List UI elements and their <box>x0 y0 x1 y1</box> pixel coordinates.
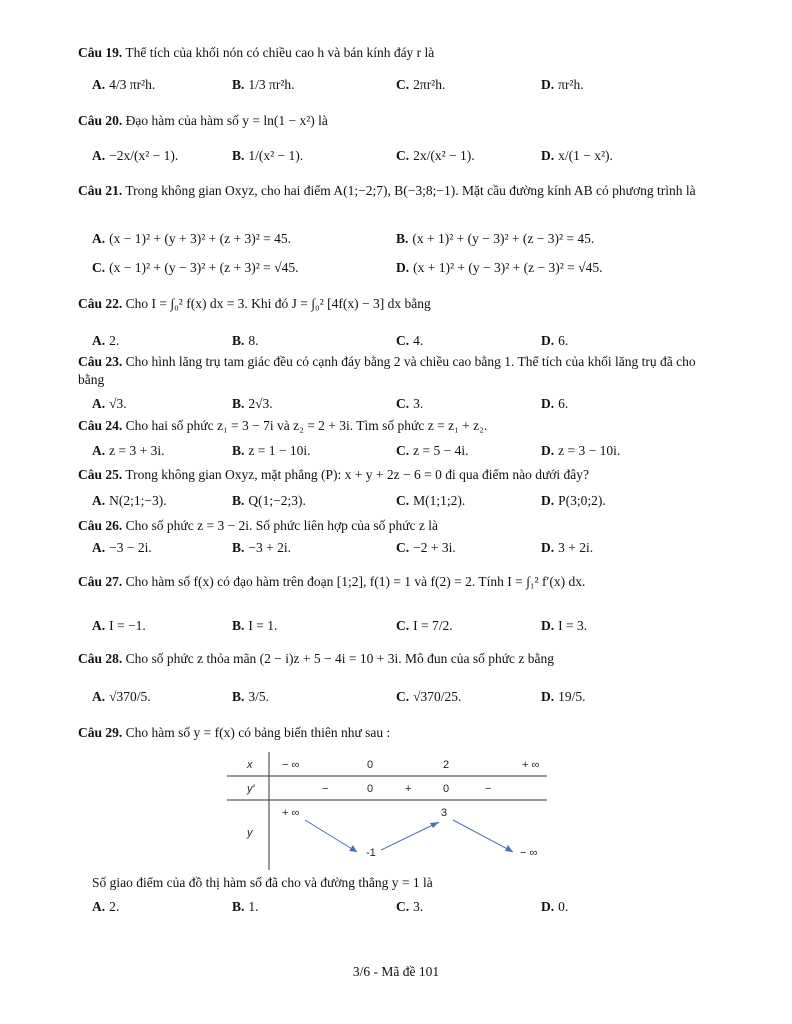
q27-head: Câu 27. <box>78 574 123 589</box>
yp-val-0: − <box>322 783 329 795</box>
q21-option-d[interactable]: D. (x + 1)² + (y − 3)² + (z − 3)² = √45. <box>396 260 603 275</box>
variation-table <box>227 752 547 870</box>
table-yp-label: y′ <box>247 783 255 795</box>
q20-option-b[interactable]: B. 1/(x² − 1). <box>232 148 304 163</box>
yp-val-4: − <box>485 783 492 795</box>
q29-option-a[interactable]: A. 2. <box>92 899 120 914</box>
q27-text: Cho hàm số f(x) có đạo hàm trên đoạn [1;2], f(1) = 1 và f(2) = 2. Tính I = ∫₁² f′(x) dx. <box>125 574 586 589</box>
arrow-decrease-2 <box>453 820 513 852</box>
table-y-label: y <box>247 827 253 839</box>
q24-option-b[interactable]: B. z = 1 − 10i. <box>232 443 311 458</box>
q26-option-d[interactable]: D. 3 + 2i. <box>541 540 594 555</box>
question-23 <box>78 353 718 389</box>
q20-option-a[interactable]: A. −2x/(x² − 1). <box>92 148 179 163</box>
question-26 <box>78 517 718 535</box>
q23-option-b[interactable]: B. 2√3. <box>232 396 273 411</box>
q25-head: Câu 25. <box>78 467 123 482</box>
q28-option-a[interactable]: A. √370/5. <box>92 689 151 704</box>
q22-option-a[interactable]: A. 2. <box>92 333 120 348</box>
q28-text: Cho số phức z thỏa mãn (2 − i)z + 5 − 4i = 10 + 3i. Mô đun của số phức z bằng <box>125 651 555 666</box>
arrow-increase <box>381 822 439 850</box>
y-val-1: -1 <box>366 847 376 859</box>
q23-head: Câu 23. <box>78 354 123 369</box>
y-val-0: + ∞ <box>282 807 300 819</box>
q27-option-c[interactable]: C. I = 7/2. <box>396 618 453 633</box>
question-28 <box>78 650 718 668</box>
q27-option-d[interactable]: D. I = 3. <box>541 618 588 633</box>
q22-option-b[interactable]: B. 8. <box>232 333 259 348</box>
q29-head: Câu 29. <box>78 725 123 740</box>
q20-option-c[interactable]: C. 2x/(x² − 1). <box>396 148 475 163</box>
yp-val-3: 0 <box>443 783 450 795</box>
q26-option-b[interactable]: B. −3 + 2i. <box>232 540 291 555</box>
q21-option-a[interactable]: A. (x − 1)² + (y + 3)² + (z + 3)² = 45. <box>92 231 292 246</box>
question-20 <box>78 112 718 130</box>
q26-text: Cho số phức z = 3 − 2i. Số phức liên hợp của số phức z là <box>125 518 439 533</box>
question-25 <box>78 466 718 484</box>
q20-head: Câu 20. <box>78 113 123 128</box>
q19-option-a[interactable]: A. 4/3 πr²h. <box>92 77 156 92</box>
q24-option-c[interactable]: C. z = 5 − 4i. <box>396 443 469 458</box>
q19-option-c[interactable]: C. 2πr²h. <box>396 77 446 92</box>
q23-text: Cho hình lăng trụ tam giác đều có cạnh đáy bằng 2 và chiều cao bằng 1. Thể tích của khối lăng trụ đã cho bằng <box>78 354 696 387</box>
x-val-1: 0 <box>367 759 374 771</box>
q23-option-a[interactable]: A. √3. <box>92 396 127 411</box>
q21-head: Câu 21. <box>78 183 123 198</box>
arrow-decrease-1 <box>305 820 357 852</box>
q22-head: Câu 22. <box>78 296 123 311</box>
q25-option-d[interactable]: D. P(3;0;2). <box>541 493 606 508</box>
q29-after-text: Số giao điểm của đồ thị hàm số đã cho và đường thẳng y = 1 là <box>92 875 433 890</box>
q22-option-c[interactable]: C. 4. <box>396 333 424 348</box>
q24-option-d[interactable]: D. z = 3 − 10i. <box>541 443 621 458</box>
q28-option-d[interactable]: D. 19/5. <box>541 689 586 704</box>
yp-val-2: + <box>405 783 412 795</box>
q29-option-d[interactable]: D. 0. <box>541 899 569 914</box>
page-footer: 3/6 - Mã đề 101 <box>352 964 440 979</box>
q24-option-a[interactable]: A. z = 3 + 3i. <box>92 443 165 458</box>
question-19 <box>78 44 718 62</box>
q25-text: Trong không gian Oxyz, mặt phẳng (P): x + y + 2z − 6 = 0 đi qua điểm nào dưới đây? <box>125 467 590 482</box>
q28-option-b[interactable]: B. 3/5. <box>232 689 270 704</box>
q25-option-c[interactable]: C. M(1;1;2). <box>396 493 466 508</box>
q26-head: Câu 26. <box>78 518 123 533</box>
q27-option-a[interactable]: A. I = −1. <box>92 618 146 633</box>
q19-text: Thể tích của khối nón có chiều cao h và bán kính đáy r là <box>125 45 435 60</box>
y-val-3: − ∞ <box>520 847 538 859</box>
q19-option-b[interactable]: B. 1/3 πr²h. <box>232 77 295 92</box>
q24-text: Cho hai số phức z₁ = 3 − 7i và z₂ = 2 + 3i. Tìm số phức z = z₁ + z₂. <box>125 418 488 433</box>
q29-option-c[interactable]: C. 3. <box>396 899 424 914</box>
x-val-2: 2 <box>443 759 450 771</box>
question-24 <box>78 417 718 435</box>
question-21 <box>78 182 718 200</box>
q20-text: Đạo hàm của hàm số y = ln(1 − x²) là <box>125 113 328 128</box>
q21-text: Trong không gian Oxyz, cho hai điểm A(1;−2;7), B(−3;8;−1). Mặt cầu đường kính AB có phương trình là <box>125 183 696 198</box>
q23-option-d[interactable]: D. 6. <box>541 396 569 411</box>
q26-option-a[interactable]: A. −3 − 2i. <box>92 540 152 555</box>
q22-text: Cho I = ∫₀² f(x) dx = 3. Khi đó J = ∫₀² [4f(x) − 3] dx bằng <box>125 296 431 311</box>
q23-option-c[interactable]: C. 3. <box>396 396 424 411</box>
q21-option-c[interactable]: C. (x − 1)² + (y − 3)² + (z + 3)² = √45. <box>92 260 299 275</box>
y-val-2: 3 <box>441 807 448 819</box>
question-27 <box>78 573 718 591</box>
question-29 <box>78 724 718 742</box>
q22-option-d[interactable]: D. 6. <box>541 333 569 348</box>
q21-option-b[interactable]: B. (x + 1)² + (y − 3)² + (z − 3)² = 45. <box>396 231 595 246</box>
q25-option-b[interactable]: B. Q(1;−2;3). <box>232 493 306 508</box>
x-val-0: − ∞ <box>282 759 300 771</box>
table-x-label: x <box>247 759 253 771</box>
yp-val-1: 0 <box>367 783 374 795</box>
q26-option-c[interactable]: C. −2 + 3i. <box>396 540 456 555</box>
q28-option-c[interactable]: C. √370/25. <box>396 689 462 704</box>
q29-text: Cho hàm số y = f(x) có bảng biến thiên như sau : <box>125 725 391 740</box>
q19-option-d[interactable]: D. πr²h. <box>541 77 584 92</box>
question-22 <box>78 295 718 313</box>
q20-option-d[interactable]: D. x/(1 − x²). <box>541 148 613 163</box>
q28-head: Câu 28. <box>78 651 123 666</box>
q25-option-a[interactable]: A. N(2;1;−3). <box>92 493 167 508</box>
q29-option-b[interactable]: B. 1. <box>232 899 259 914</box>
q19-head: Câu 19. <box>78 45 123 60</box>
q27-option-b[interactable]: B. I = 1. <box>232 618 278 633</box>
x-val-3: + ∞ <box>522 759 540 771</box>
q24-head: Câu 24. <box>78 418 123 433</box>
